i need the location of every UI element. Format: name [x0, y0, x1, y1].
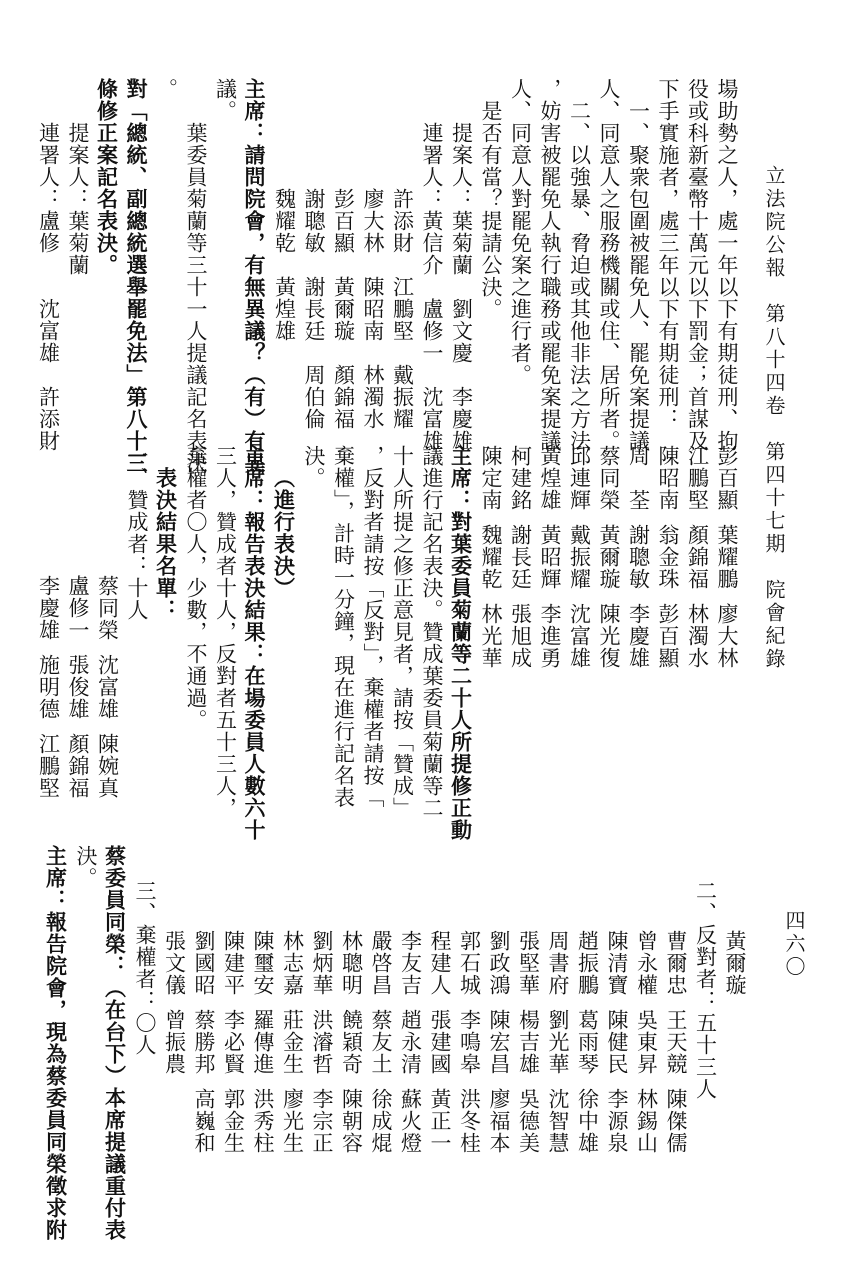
- oppose-voter-name: 李宗正: [310, 1088, 334, 1155]
- oppose-voter-name: 陳清寶: [605, 930, 629, 996]
- proposer-name: 葉耀鵬: [715, 524, 739, 591]
- text-line: 主席：請問院會，有無異議？（有）有異: [242, 78, 267, 474]
- proposer-name: 林濁水: [685, 603, 710, 670]
- section-heading: 二、反對者：五十三人: [693, 880, 718, 1100]
- text-line: 一、聚衆包圍被罷免人、罷免案提議: [626, 100, 651, 452]
- text-line: 役或科新臺幣十萬元以下罰金；首謀及: [685, 78, 710, 452]
- text-line: 提案人：葉菊蘭 劉文慶 李慶雄: [449, 122, 474, 452]
- text-line: 。: [154, 78, 179, 100]
- yes-voter-name: 蔡同榮: [95, 575, 120, 641]
- oppose-voter-name: 趙永清: [398, 1009, 423, 1076]
- proposer-name: 戴振耀: [567, 524, 592, 591]
- oppose-voter-name: 陳朝容: [339, 1088, 364, 1155]
- text-line: 主席：報告院會，現為蔡委員同榮徵求附: [43, 845, 69, 1241]
- oppose-voter-name: 吳德美: [516, 1088, 541, 1155]
- text-line: 一、贊成者：十人: [125, 445, 149, 621]
- oppose-voter-name: 周書府: [546, 930, 570, 996]
- proposer-name: 魏耀乾: [479, 524, 503, 591]
- proposer-name: 張旭成: [508, 603, 533, 670]
- oppose-voter-name: 郭金生: [221, 1088, 246, 1155]
- oppose-voter-name: 劉政鴻: [487, 930, 511, 996]
- oppose-voter-name: 程建人: [428, 930, 452, 996]
- proposer-name: 顏錦福: [685, 524, 710, 591]
- proposer-name: 陳定南: [479, 445, 503, 511]
- oppose-voter-name: 廖福本: [487, 1088, 511, 1155]
- oppose-voter-name: 曾振農: [162, 1009, 187, 1076]
- yes-voter-name: 顏錦福: [66, 733, 90, 800]
- oppose-voter-name: 張文儀: [162, 930, 187, 996]
- oppose-voter-name: 張堅華: [516, 930, 541, 996]
- text-line: （進行表決）: [271, 467, 297, 599]
- yes-voter-name: 李慶雄: [36, 575, 61, 641]
- oppose-voter-name: 林志嘉: [280, 930, 305, 996]
- oppose-voter-name: 陳宏昌: [487, 1009, 511, 1076]
- oppose-voter-name: 蘇火燈: [398, 1088, 423, 1155]
- oppose-voter-name: 李必賢: [221, 1009, 246, 1076]
- oppose-voter-name: 劉光華: [546, 1009, 570, 1076]
- oppose-voter-name: 郭石城: [457, 930, 482, 996]
- text-line: 彭百顯 黃爾璇 顏錦福: [331, 188, 356, 430]
- text-line: 議。: [213, 78, 238, 122]
- yes-voter-name: 盧修一: [66, 575, 90, 641]
- text-line: 三人，贊成者十人，反對者五十三人，: [213, 445, 238, 819]
- text-line: 許添財 江鵬堅 戴振耀: [390, 188, 415, 430]
- text-line: 決。: [302, 445, 326, 489]
- proposer-name: 邱連輝: [567, 445, 592, 511]
- text-line: 場助勢之人，處一年以下有期徒刑、拘: [715, 78, 739, 452]
- proposer-name: 李慶雄: [626, 603, 651, 670]
- text-line: 下手實施者，處三年以下有期徒刑：: [656, 78, 680, 430]
- proposer-name: 蔡同榮: [597, 445, 621, 511]
- oppose-voter-name: 莊金生: [280, 1009, 305, 1076]
- text-line: 蔡委員同榮：（在台下）本席提議重付表: [102, 845, 128, 1241]
- proposer-name: 李進勇: [538, 603, 562, 670]
- text-line: 提案人：葉菊蘭: [66, 122, 90, 276]
- yes-voter-name: 陳婉真: [95, 733, 120, 800]
- proposer-name: 陳昭南: [656, 445, 680, 511]
- proposer-name: 江鵬堅: [685, 445, 710, 511]
- text-line: 表決結果名單：: [153, 467, 179, 621]
- oppose-voter-name: 陳健民: [605, 1009, 629, 1076]
- oppose-voter-name: 洪冬桂: [457, 1088, 482, 1155]
- page-number: 四六〇: [782, 910, 806, 979]
- text-line: 決。: [74, 845, 98, 889]
- proposer-name: 彭百顯: [715, 445, 739, 511]
- oppose-voter-name: 黃正一: [428, 1088, 452, 1155]
- oppose-voter-name: 楊吉雄: [516, 1009, 541, 1076]
- proposer-name: 林光華: [479, 603, 503, 670]
- yes-voter-name: 施明德: [36, 654, 61, 721]
- bottom-text-block: [0, 845, 862, 1260]
- text-line: 人、同意人之服務機關或住、居所者。: [597, 78, 621, 452]
- text-line: 魏耀乾 黃煌雄: [272, 188, 297, 342]
- page-header: 立法院公報 第八十四卷 第四十七期 院會紀錄: [762, 165, 786, 671]
- text-line: 二、以強暴、脅迫或其他非法之方法: [567, 100, 592, 452]
- oppose-voter-name: 廖光生: [280, 1088, 305, 1155]
- proposer-name: 周 荃: [626, 445, 651, 511]
- proposer-name: 彭百顯: [656, 603, 680, 670]
- oppose-voter-name: 李鳴皋: [457, 1009, 482, 1076]
- oppose-voter-name: 葛雨琴: [575, 1009, 600, 1076]
- yes-voter-name: 江鵬堅: [36, 733, 61, 800]
- proposer-name: 沈富雄: [567, 603, 592, 670]
- oppose-voter-name: 曹爾忠: [664, 930, 688, 996]
- oppose-voter-name: 沈智慧: [546, 1088, 570, 1155]
- oppose-voter-name: 陳建平: [221, 930, 246, 996]
- text-line: 葉委員菊蘭等三十一人提議記名表決: [184, 122, 208, 474]
- text-line: ，反對者請按「反對」，棄權者請按「: [361, 445, 385, 809]
- oppose-voter-name: 李友吉: [398, 930, 423, 996]
- text-line: 主席：報告表決結果：在場委員人數六十: [242, 445, 267, 841]
- oppose-voter-name: 張建國: [428, 1009, 452, 1076]
- text-line: 廖大林 陳昭南 林濁水: [361, 188, 385, 430]
- proposer-name: 廖大林: [715, 603, 739, 670]
- text-line: 對「總統、副總統選舉罷免法」第八十三: [124, 78, 149, 474]
- proposer-name: 黃昭輝: [538, 524, 562, 591]
- proposer-name: 柯建銘: [508, 445, 533, 511]
- oppose-voter-name: 劉國昭: [192, 930, 216, 996]
- oppose-voter-name: 徐成焜: [369, 1088, 393, 1155]
- oppose-voter-name: 蔡勝邦: [192, 1009, 216, 1076]
- oppose-voter-name: 林聰明: [339, 930, 364, 996]
- proposer-name: 翁金珠: [656, 524, 680, 591]
- proposer-name: 謝長廷: [508, 524, 533, 591]
- proposer-name: 陳光復: [597, 603, 621, 670]
- text-line: 是否有當？提請公決。: [479, 100, 503, 320]
- oppose-voter-name: 高巍和: [192, 1088, 216, 1155]
- text-line: 連署人：黃信介 盧修一 沈富雄: [420, 122, 444, 452]
- oppose-voter-name: 洪秀柱: [251, 1088, 275, 1155]
- oppose-voter-name: 劉炳華: [310, 930, 334, 996]
- section-heading: 三、棄權者：〇人: [133, 880, 157, 1056]
- oppose-voter-name: 王天競: [664, 1009, 688, 1076]
- oppose-voter-name: 李源泉: [605, 1088, 629, 1155]
- oppose-voter-name: 陳璽安: [251, 930, 275, 996]
- text-line: 十人所提之修正意見者，請按「贊成」: [390, 445, 415, 819]
- text-line: 議進行記名表決。贊成葉委員菊蘭等二: [420, 445, 444, 819]
- proposer-name: 黃爾璇: [597, 524, 621, 591]
- text-line: 條修正案記名表決。: [94, 78, 120, 276]
- text-line: 謝聰敏 謝長廷 周伯倫: [302, 188, 326, 430]
- yes-voter-name: 沈富雄: [95, 654, 120, 721]
- oppose-voter-name: 饒穎奇: [339, 1009, 364, 1076]
- text-line: 主席：對葉委員菊蘭等二十人所提修正動: [448, 445, 474, 841]
- oppose-voter-name: 嚴啓昌: [369, 930, 393, 996]
- proposer-name: 黃煌雄: [538, 445, 562, 511]
- oppose-voter-name: 陳傑儒: [664, 1088, 688, 1155]
- text-line: 連署人：盧修 沈富雄 許添財: [36, 122, 61, 452]
- text-line: 棄權」，計時一分鐘，現在進行記名表: [331, 445, 356, 809]
- text-line: 人、同意人對罷免案之進行者。: [508, 78, 533, 386]
- oppose-voter-name: 趙振鵬: [575, 930, 600, 996]
- oppose-voter-name: 蔡友土: [369, 1009, 393, 1076]
- text-line: 棄權者〇人，少數，不通過。: [184, 445, 208, 731]
- proposer-name: 謝聰敏: [626, 524, 651, 591]
- oppose-voter-name: 羅傳進: [251, 1009, 275, 1076]
- oppose-voter-name: 洪濬哲: [310, 1009, 334, 1076]
- oppose-voter-name: 林錫山: [634, 1088, 659, 1155]
- text-line: ，妨害被罷免人執行職務或罷免案提議: [538, 78, 562, 452]
- oppose-voter-name: 曾永權: [634, 930, 659, 996]
- yes-voter-name: 張俊雄: [66, 654, 90, 721]
- oppose-voter-name: 吳東昇: [634, 1009, 659, 1076]
- oppose-voter-name: 徐中雄: [575, 1088, 600, 1155]
- voter-name: 黃爾璇: [723, 930, 747, 996]
